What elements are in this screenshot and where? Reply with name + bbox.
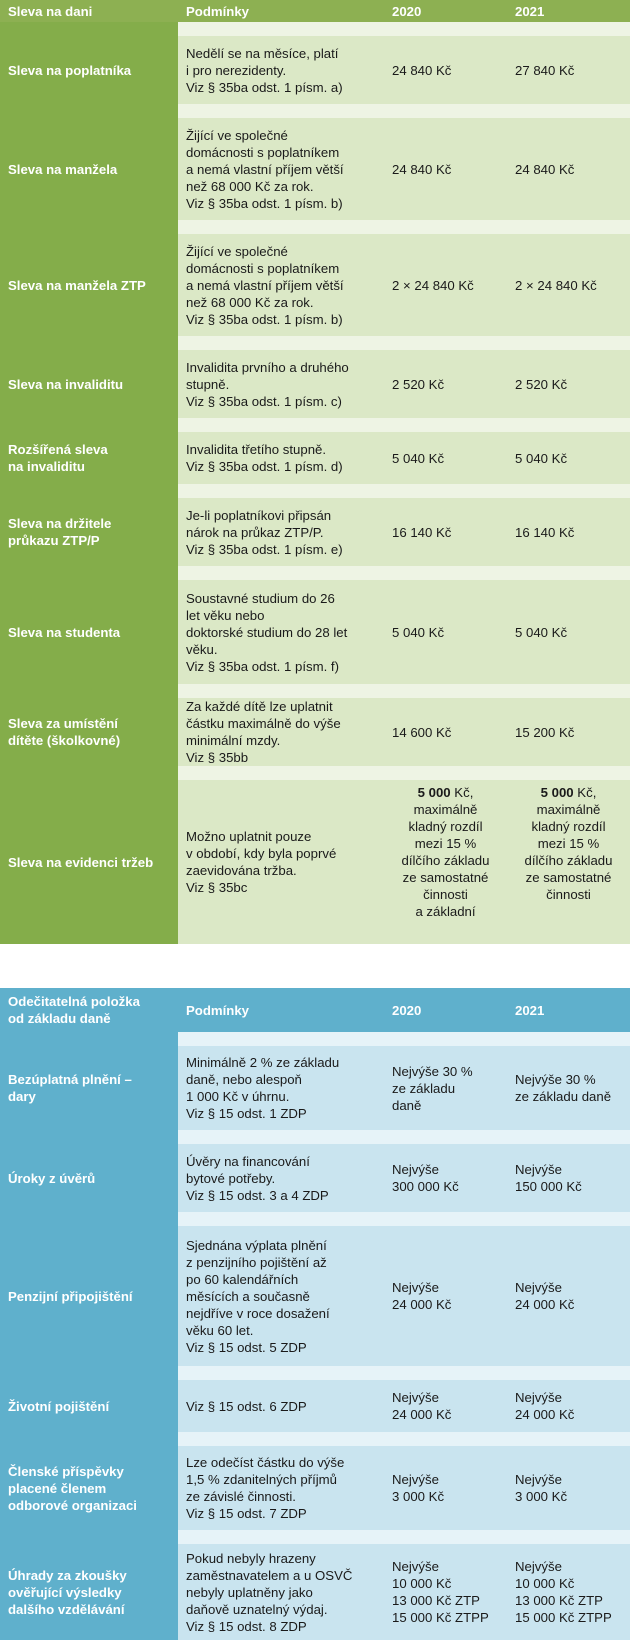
value-2020: 5 000 Kč, maximálně kladný rozdíl mezi 15 % dílčího základu ze samostatné činnosti a základní: [384, 780, 507, 944]
value-2020: 16 140 Kč: [384, 498, 507, 566]
row-label: Bezúplatná plnění – dary: [0, 1046, 178, 1130]
value-2021: 2 520 Kč: [507, 350, 630, 418]
row-conditions: Žijící ve společné domácnosti s poplatníkem a nemá vlastní příjem větší než 68 000 Kč za rok. Viz § 35ba odst. 1 písm. b): [178, 234, 384, 336]
row-label: Životní pojištění: [0, 1380, 178, 1432]
row-conditions: Viz § 15 odst. 6 ZDP: [178, 1380, 384, 1432]
table-row: [0, 118, 630, 220]
row-conditions: Žijící ve společné domácnosti s poplatníkem a nemá vlastní příjem větší než 68 000 Kč za rok. Viz § 35ba odst. 1 písm. b): [178, 118, 384, 220]
row-label: Sleva na poplatníka: [0, 36, 178, 104]
table-row: [0, 1144, 630, 1212]
deductions-table-body: [0, 1032, 630, 1640]
spacer-row: [0, 566, 630, 580]
spacer-row: [0, 1530, 630, 1544]
row-label: Sleva na invaliditu: [0, 350, 178, 418]
value-2021: 2 × 24 840 Kč: [507, 234, 630, 336]
tax-credit-table-body: [0, 22, 630, 944]
row-label: Sleva za umístění dítěte (školkovné): [0, 698, 178, 766]
row-conditions: Úvěry na financování bytové potřeby. Viz § 15 odst. 3 a 4 ZDP: [178, 1144, 384, 1212]
value-2021: Nejvýše 24 000 Kč: [507, 1380, 630, 1432]
value-2020: Nejvýše 24 000 Kč: [384, 1380, 507, 1432]
row-conditions: Je-li poplatníkovi připsán nárok na průkaz ZTP/P. Viz § 35ba odst. 1 písm. e): [178, 498, 384, 566]
row-label: Sleva na studenta: [0, 580, 178, 684]
value-2020: Nejvýše 300 000 Kč: [384, 1144, 507, 1212]
row-conditions: Sjednána výplata plnění z penzijního pojištění až po 60 kalendářních měsících a současně nejdříve v roce dosažení věku 60 let. Viz § 15 odst. 5 ZDP: [178, 1226, 384, 1366]
spacer-row: [0, 22, 630, 36]
row-label: Sleva na evidenci tržeb: [0, 780, 178, 944]
row-label: Členské příspěvky placené členem odborové organizaci: [0, 1446, 178, 1530]
spacer-row: [0, 484, 630, 498]
deductions-table: [0, 988, 630, 1640]
spacer-row: [0, 418, 630, 432]
table-row: [0, 1544, 630, 1640]
header-2021: 2021: [507, 0, 630, 22]
table-row: [0, 350, 630, 418]
table-row: [0, 432, 630, 484]
header-podminky: Podmínky: [178, 988, 384, 1032]
table-row: [0, 780, 630, 944]
value-2020: 5 040 Kč: [384, 580, 507, 684]
row-conditions: Za každé dítě lze uplatnit částku maximálně do výše minimální mzdy. Viz § 35bb: [178, 698, 384, 766]
table-header-row: [0, 0, 630, 22]
value-2020: Nejvýše 30 % ze základu daně: [384, 1046, 507, 1130]
bold-amount: 5 000: [417, 785, 451, 800]
spacer-row: [0, 1432, 630, 1446]
table-row: [0, 36, 630, 104]
value-2021: 15 200 Kč: [507, 698, 630, 766]
header-2020: 2020: [384, 0, 507, 22]
table-row: [0, 1226, 630, 1366]
value-2021: Nejvýše 150 000 Kč: [507, 1144, 630, 1212]
row-label: Sleva na držitele průkazu ZTP/P: [0, 498, 178, 566]
table-row: [0, 498, 630, 566]
value-2021: 27 840 Kč: [507, 36, 630, 104]
value-2020: 24 840 Kč: [384, 36, 507, 104]
row-conditions: Nedělí se na měsíce, platí i pro nerezidenty. Viz § 35ba odst. 1 písm. a): [178, 36, 384, 104]
table-row: [0, 1046, 630, 1130]
value-2020: Nejvýše 10 000 Kč 13 000 Kč ZTP 15 000 Kč ZTPP: [384, 1544, 507, 1640]
header-sleva-na-dani: Sleva na dani: [0, 0, 178, 22]
row-label: Úhrady za zkoušky ověřující výsledky dalšího vzdělávání: [0, 1544, 178, 1640]
value-2021: Nejvýše 30 % ze základu daně: [507, 1046, 630, 1130]
header-podminky: Podmínky: [178, 0, 384, 22]
row-conditions: Invalidita třetího stupně. Viz § 35ba odst. 1 písm. d): [178, 432, 384, 484]
value-2021: 5 040 Kč: [507, 580, 630, 684]
spacer-row: [0, 1366, 630, 1380]
spacer-row: [0, 1212, 630, 1226]
spacer-row: [0, 684, 630, 698]
value-2021: 5 000 Kč, maximálně kladný rozdíl mezi 15 % dílčího základu ze samostatné činnosti: [507, 780, 630, 944]
value-2021: Nejvýše 24 000 Kč: [507, 1226, 630, 1366]
value-2020: 2 × 24 840 Kč: [384, 234, 507, 336]
value-2021: 5 040 Kč: [507, 432, 630, 484]
row-label: Úroky z úvěrů: [0, 1144, 178, 1212]
row-conditions: Lze odečíst částku do výše 1,5 % zdanitelných příjmů ze závislé činnosti. Viz § 15 odst. 7 ZDP: [178, 1446, 384, 1530]
value-2021: Nejvýše 3 000 Kč: [507, 1446, 630, 1530]
table-row: [0, 1380, 630, 1432]
spacer-row: [0, 336, 630, 350]
value-2020: Nejvýše 24 000 Kč: [384, 1226, 507, 1366]
table-row: [0, 1446, 630, 1530]
table-row: [0, 698, 630, 766]
header-2021: 2021: [507, 988, 630, 1032]
value-2020: 14 600 Kč: [384, 698, 507, 766]
table-row: [0, 580, 630, 684]
value-2021: 24 840 Kč: [507, 118, 630, 220]
spacer-row: [0, 1130, 630, 1144]
header-2020: 2020: [384, 988, 507, 1032]
row-conditions: Pokud nebyly hrazeny zaměstnavatelem a u OSVČ nebyly uplatněny jako daňově uznatelný výdaj. Viz § 15 odst. 8 ZDP: [178, 1544, 384, 1640]
row-label: Penzijní připojištění: [0, 1226, 178, 1366]
value-2021: 16 140 Kč: [507, 498, 630, 566]
value-2020: Nejvýše 3 000 Kč: [384, 1446, 507, 1530]
spacer-row: [0, 220, 630, 234]
row-label: Sleva na manžela ZTP: [0, 234, 178, 336]
row-conditions: Minimálně 2 % ze základu daně, nebo alespoň 1 000 Kč v úhrnu. Viz § 15 odst. 1 ZDP: [178, 1046, 384, 1130]
table-row: [0, 234, 630, 336]
header-odecitatelna-polozka: Odečitatelná položka od základu daně: [0, 988, 178, 1032]
row-conditions: Soustavné studium do 26 let věku nebo doktorské studium do 28 let věku. Viz § 35ba odst. 1 písm. f): [178, 580, 384, 684]
spacer-row: [0, 104, 630, 118]
spacer-row: [0, 1032, 630, 1046]
row-label: Sleva na manžela: [0, 118, 178, 220]
table-header-row: [0, 988, 630, 1032]
value-2020: 2 520 Kč: [384, 350, 507, 418]
spacer-row: [0, 766, 630, 780]
row-label: Rozšířená sleva na invaliditu: [0, 432, 178, 484]
row-conditions: Invalidita prvního a druhého stupně. Viz § 35ba odst. 1 písm. c): [178, 350, 384, 418]
row-conditions: Možno uplatnit pouze v období, kdy byla poprvé zaevidována tržba. Viz § 35bc: [178, 780, 384, 944]
value-2021: Nejvýše 10 000 Kč 13 000 Kč ZTP 15 000 Kč ZTPP: [507, 1544, 630, 1640]
value-2020: 24 840 Kč: [384, 118, 507, 220]
value-2020: 5 040 Kč: [384, 432, 507, 484]
bold-amount: 5 000: [540, 785, 574, 800]
